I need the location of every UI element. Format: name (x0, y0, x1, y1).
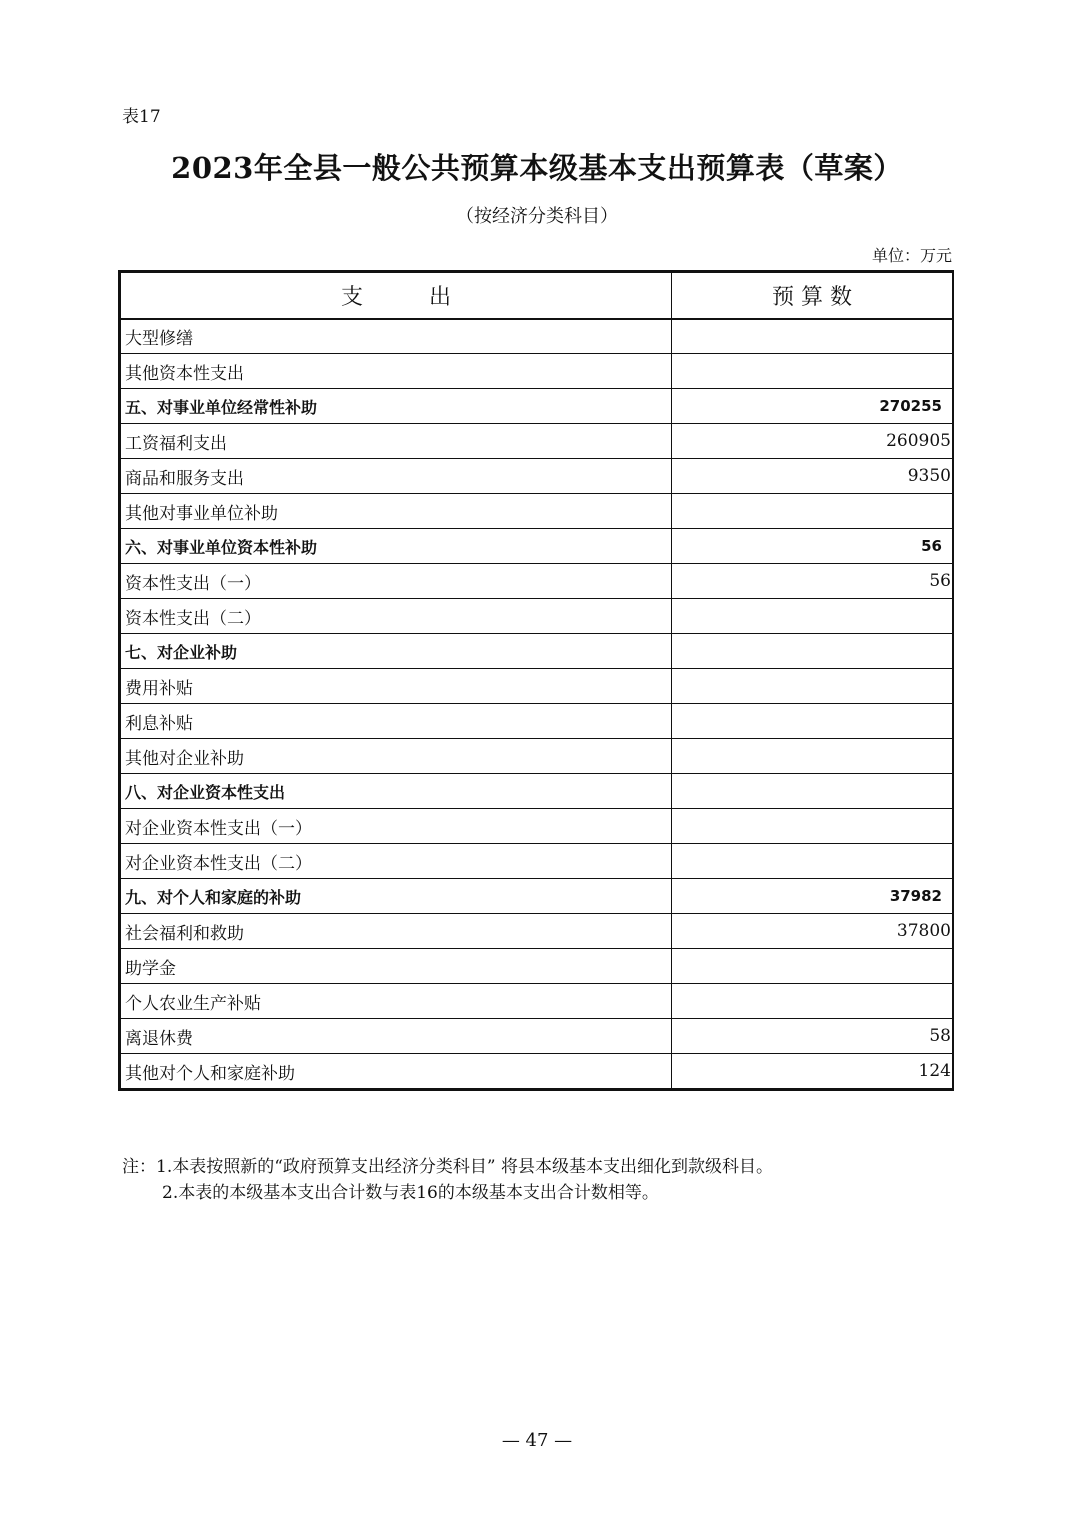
table-row (121, 564, 953, 599)
document-subtitle: （按经济分类科目） (456, 206, 618, 227)
table-row (121, 634, 953, 669)
row-value: 124 (672, 1054, 953, 1089)
table-row (121, 704, 953, 739)
table-row (121, 739, 953, 774)
row-label: 费用补贴 (121, 669, 672, 704)
table-row (121, 669, 953, 704)
row-value (672, 739, 953, 774)
table-row (121, 949, 953, 984)
row-value (672, 809, 953, 844)
row-label: 商品和服务支出 (121, 459, 672, 494)
row-value (672, 494, 953, 529)
row-value (672, 634, 953, 669)
unit-label: 单位：万元 (871, 246, 952, 265)
table-row (121, 984, 953, 1019)
row-value: 58 (672, 1019, 953, 1054)
row-label: 其他资本性支出 (121, 354, 672, 389)
header-expenditure: 支 出 (121, 273, 672, 319)
row-value (672, 704, 953, 739)
table-row (121, 354, 953, 389)
table-row (121, 809, 953, 844)
row-value: 270255 (672, 389, 953, 424)
row-label: 其他对企业补助 (121, 739, 672, 774)
table-row (121, 494, 953, 529)
row-value (672, 599, 953, 634)
row-value (672, 984, 953, 1019)
row-label: 个人农业生产补贴 (121, 984, 672, 1019)
table-row (121, 529, 953, 564)
row-label: 对企业资本性支出（一） (121, 809, 672, 844)
row-label: 七、对企业补助 (121, 634, 672, 669)
row-label: 工资福利支出 (121, 424, 672, 459)
row-value: 37982 (672, 879, 953, 914)
table-row (121, 319, 953, 354)
table-row (121, 424, 953, 459)
row-value (672, 949, 953, 984)
row-label: 其他对事业单位补助 (121, 494, 672, 529)
row-label: 社会福利和救助 (121, 914, 672, 949)
row-label: 利息补贴 (121, 704, 672, 739)
table-row (121, 389, 953, 424)
row-value: 9350 (672, 459, 953, 494)
row-label: 八、对企业资本性支出 (121, 774, 672, 809)
row-value: 260905 (672, 424, 953, 459)
row-label: 五、对事业单位经常性补助 (121, 389, 672, 424)
row-label: 资本性支出（二） (121, 599, 672, 634)
row-value (672, 319, 953, 354)
row-label: 资本性支出（一） (121, 564, 672, 599)
row-label: 助学金 (121, 949, 672, 984)
table-header-row (121, 273, 953, 319)
notes (122, 1154, 773, 1206)
header-budget: 预 算 数 (672, 273, 953, 319)
table-row (121, 1019, 953, 1054)
table-row (121, 914, 953, 949)
note-line-1: 注：1.本表按照新的“政府预算支出经济分类科目” 将县本级基本支出细化到款级科目。 (122, 1157, 774, 1177)
page-number: — 47 — (501, 1430, 573, 1451)
document-title: 2023年全县一般公共预算本级基本支出预算表（草案） (171, 151, 903, 185)
row-value: 56 (672, 564, 953, 599)
table-number-label: 表17 (122, 107, 161, 127)
row-value (672, 354, 953, 389)
table-body (121, 319, 953, 1089)
table-row (121, 774, 953, 809)
table-row (121, 1054, 953, 1089)
row-value: 56 (672, 529, 953, 564)
row-label: 九、对个人和家庭的补助 (121, 879, 672, 914)
row-value (672, 844, 953, 879)
table-row (121, 599, 953, 634)
budget-table (120, 272, 953, 1089)
table-row (121, 879, 953, 914)
table-row (121, 844, 953, 879)
row-label: 对企业资本性支出（二） (121, 844, 672, 879)
row-label: 大型修缮 (121, 319, 672, 354)
table-row (121, 459, 953, 494)
row-label: 离退休费 (121, 1019, 672, 1054)
row-value (672, 774, 953, 809)
budget-table-container (118, 270, 954, 1091)
row-value: 37800 (672, 914, 953, 949)
row-label: 六、对事业单位资本性补助 (121, 529, 672, 564)
note-line-2: 2.本表的本级基本支出合计数与表16的本级基本支出合计数相等。 (162, 1183, 659, 1203)
row-value (672, 669, 953, 704)
row-label: 其他对个人和家庭补助 (121, 1054, 672, 1089)
